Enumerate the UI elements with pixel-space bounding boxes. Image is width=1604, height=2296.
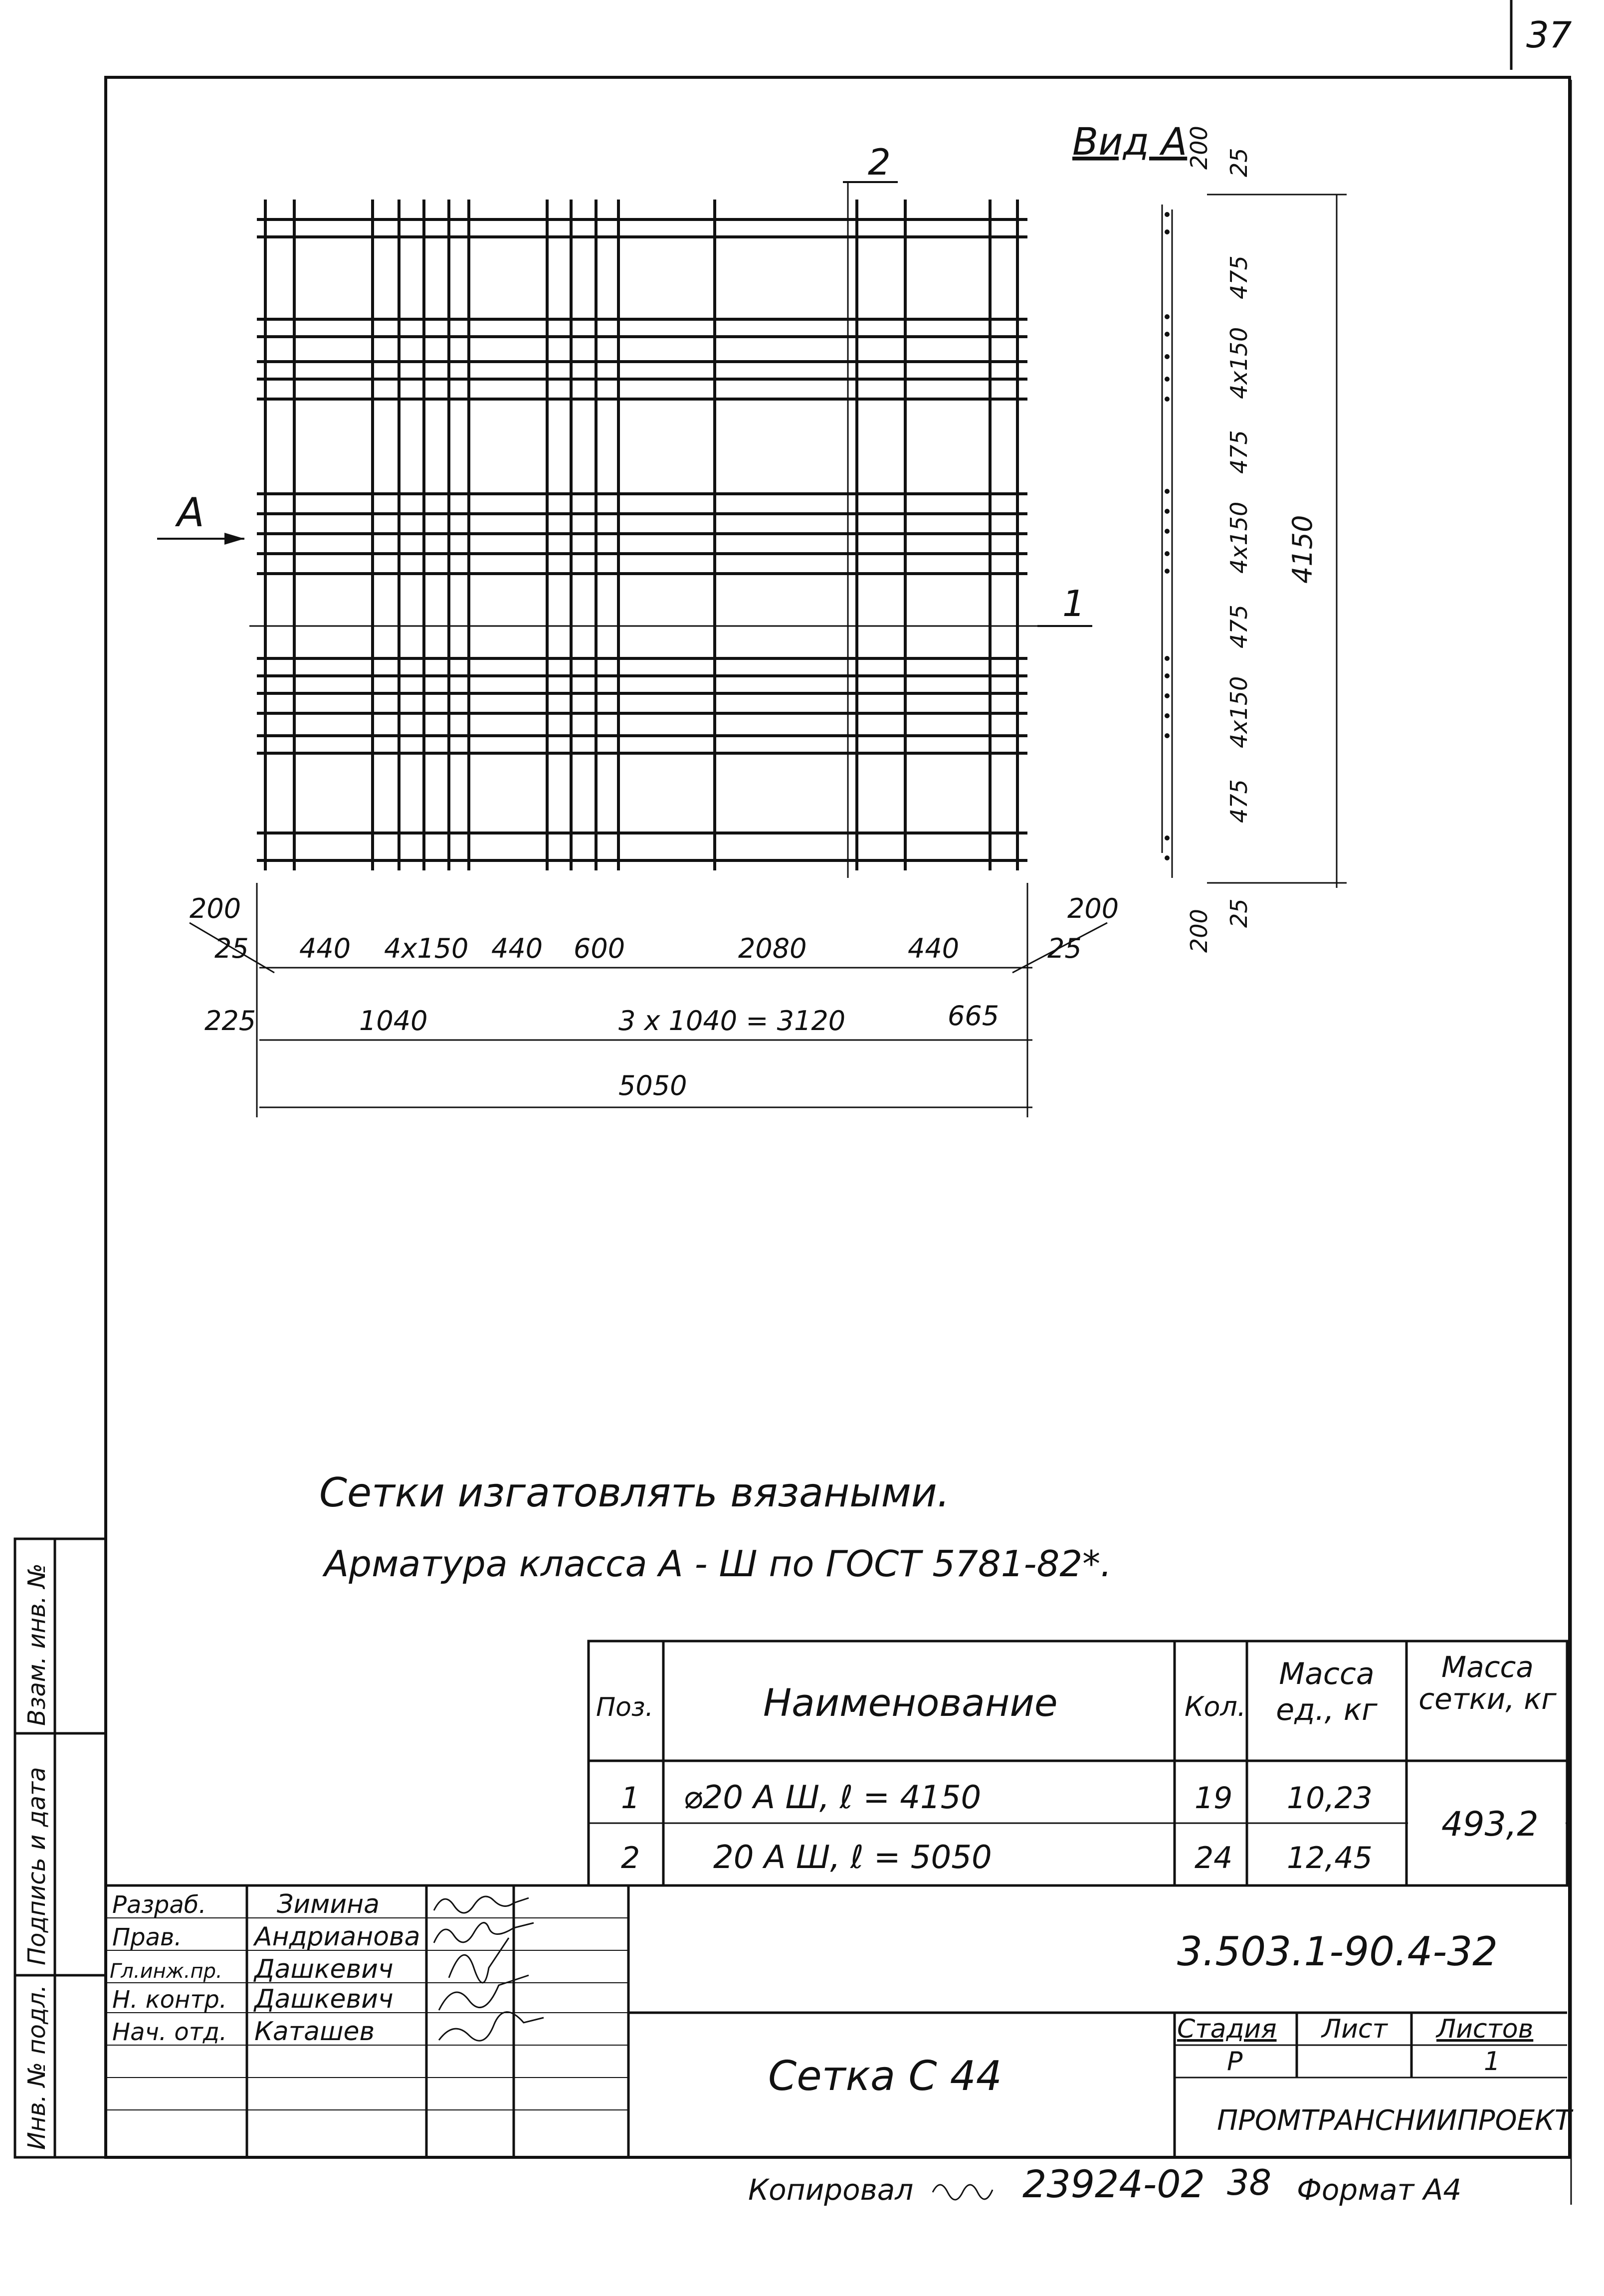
- dim-225: 225: [204, 1005, 256, 1037]
- role-developer: Разраб.: [112, 1891, 206, 1919]
- stamp-signature-date: Подпись и дата: [23, 1767, 51, 1965]
- spec-row1-name: ⌀20 А Ш, ℓ = 4150: [683, 1779, 982, 1816]
- dim-600: 600: [574, 933, 625, 964]
- dim-4x150: 4x150: [384, 933, 469, 964]
- view-a-title: Вид А: [1072, 119, 1188, 164]
- spec-header-qty: Кол.: [1185, 1691, 1246, 1722]
- footer-format: Формат А4: [1297, 2173, 1462, 2207]
- sheets-header: Листов: [1436, 2014, 1534, 2044]
- dim-1040: 1040: [359, 1005, 428, 1037]
- spec-header-mass-total: Масса сетки, кг: [1418, 1650, 1557, 1716]
- view-a-bar-dot: [1165, 835, 1170, 840]
- dim-5050: 5050: [618, 1070, 687, 1101]
- view-a-bar-dot: [1165, 509, 1170, 514]
- view-a-bar-dot: [1165, 713, 1170, 718]
- view-dim-4x150-a: 4x150: [1225, 327, 1252, 399]
- view-dim-4x150-c: 4x150: [1225, 676, 1252, 748]
- view-a-bar-dot: [1165, 656, 1170, 661]
- section-label-1: 1: [1062, 583, 1085, 625]
- view-dim-475-b: 475: [1225, 430, 1252, 474]
- view-a-bar-dot: [1165, 693, 1170, 698]
- view-dim-4x150-b: 4x150: [1225, 501, 1252, 574]
- view-a-bar-dot: [1165, 569, 1170, 574]
- spec-row2-qty: 24: [1195, 1841, 1233, 1876]
- dim-3x1040: 3 x 1040 = 3120: [618, 1005, 846, 1037]
- view-dim-475-d: 475: [1225, 779, 1252, 823]
- role-norm-control: Н. контр.: [112, 1986, 227, 2014]
- view-dim-total: 4150: [1287, 515, 1318, 584]
- view-a-section: [1165, 209, 1172, 878]
- dim-left-25: 25: [214, 933, 249, 964]
- name-checker: Андрианова: [254, 1922, 420, 1952]
- note-2: Арматура класса А - Ш по ГОСТ 5781-82*.: [324, 1543, 1112, 1585]
- view-a-bar-dot: [1165, 673, 1170, 678]
- view-dim-bottom-200: 200: [1186, 909, 1212, 953]
- copier-signature: [933, 2185, 993, 2200]
- page-number: 37: [1526, 14, 1572, 56]
- view-a-bar-dot: [1165, 212, 1170, 217]
- stage-header: Стадия: [1177, 2014, 1277, 2044]
- organization: ПРОМТРАНСНИИПРОЕКТ: [1217, 2104, 1572, 2137]
- document-code: 3.503.1-90.4-32: [1177, 1928, 1498, 1975]
- dim-440-b: 440: [491, 933, 543, 964]
- view-a-bar-dot: [1165, 551, 1170, 556]
- view-a-bar-dot: [1165, 314, 1170, 319]
- view-a-bar-dot: [1165, 529, 1170, 534]
- dim-440-c: 440: [908, 933, 960, 964]
- sheet-header: Лист: [1322, 2014, 1388, 2044]
- spec-row1-mass: 10,23: [1287, 1781, 1373, 1816]
- spec-row1-pos: 1: [621, 1781, 640, 1816]
- spec-header-mass-unit: Масса ед., кг: [1276, 1657, 1378, 1727]
- dim-2080: 2080: [738, 933, 807, 964]
- footer-sheet-ref: 38: [1227, 2162, 1272, 2203]
- view-a-bar-dot: [1165, 377, 1170, 382]
- stamp-inventory: Инв. № подл.: [23, 1984, 51, 2150]
- dim-440-a: 440: [299, 933, 351, 964]
- view-a-bar-dot: [1165, 332, 1170, 337]
- drawing-title: Сетка С 44: [768, 2053, 1002, 2100]
- mesh-plan: [249, 182, 1037, 878]
- view-dim-475-a: 475: [1225, 255, 1252, 299]
- name-norm-control: Дашкевич: [254, 1984, 394, 2014]
- view-dim-top-25: 25: [1225, 148, 1252, 177]
- view-a-bar-dot: [1165, 229, 1170, 234]
- spec-total-mass: 493,2: [1441, 1805, 1539, 1844]
- dim-right-200: 200: [1067, 893, 1119, 924]
- dim-right-25: 25: [1047, 933, 1082, 964]
- spec-row2-name: 20 А Ш, ℓ = 5050: [713, 1839, 992, 1876]
- view-dim-bottom-25: 25: [1225, 898, 1252, 928]
- spec-row2-pos: 2: [621, 1841, 640, 1876]
- spec-row2-mass: 12,45: [1287, 1841, 1373, 1876]
- view-dim-top-200: 200: [1186, 126, 1212, 170]
- section-label-2: 2: [868, 141, 891, 183]
- footer-doc-no: 23924-02: [1022, 2162, 1205, 2206]
- name-chief-engineer: Дашкевич: [254, 1954, 394, 1984]
- stamp-replacement: Взам. инв. №: [23, 1563, 51, 1726]
- stage-value: Р: [1227, 2047, 1243, 2077]
- note-1: Сетки изгатовлять вязаными.: [319, 1469, 950, 1516]
- name-developer: Зимина: [277, 1889, 380, 1919]
- view-a-bar-dot: [1165, 855, 1170, 860]
- spec-row1-qty: 19: [1195, 1781, 1233, 1816]
- view-a-bar-dot: [1165, 733, 1170, 738]
- role-checker: Прав.: [112, 1923, 182, 1951]
- view-a-bar-dot: [1165, 397, 1170, 402]
- sheets-value: 1: [1484, 2047, 1501, 2077]
- dim-left-200: 200: [190, 893, 241, 924]
- view-arrow-label: А: [177, 489, 204, 536]
- role-dept-head: Нач. отд.: [112, 2018, 227, 2046]
- footer-copied: Копировал: [748, 2173, 914, 2207]
- spec-header-name: Наименование: [763, 1680, 1058, 1725]
- view-a-bar-dot: [1165, 489, 1170, 494]
- view-a-bar-dot: [1165, 354, 1170, 359]
- view-dim-475-c: 475: [1225, 605, 1252, 648]
- role-chief-engineer: Гл.инж.пр.: [110, 1960, 222, 1983]
- name-dept-head: Каташев: [254, 2017, 375, 2047]
- spec-header-pos: Поз.: [596, 1692, 654, 1722]
- dim-665: 665: [948, 1000, 1000, 1032]
